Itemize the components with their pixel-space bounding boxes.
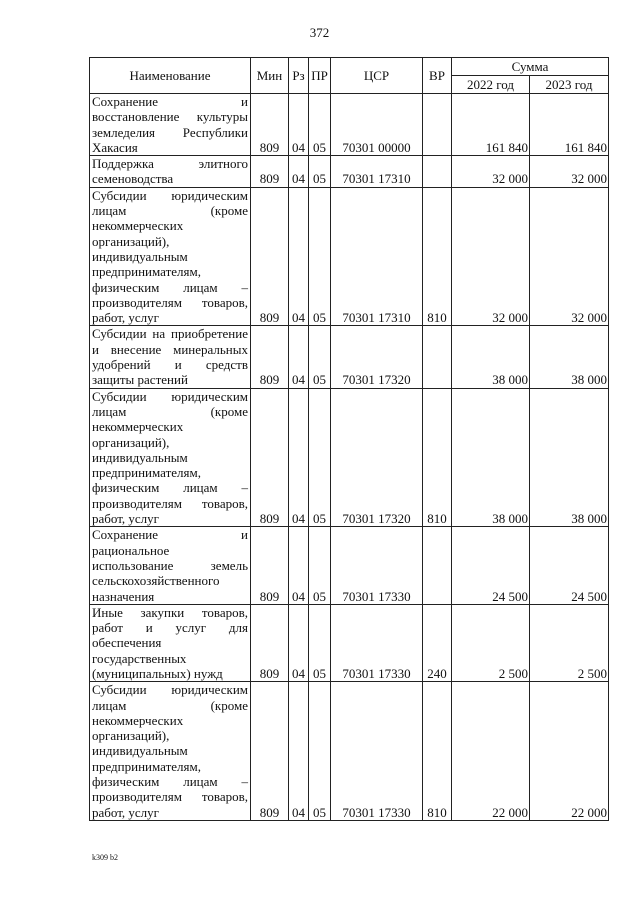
header-year-2023: 2023 год — [530, 76, 609, 94]
cell-rz: 04 — [289, 604, 309, 681]
cell-y2022: 161 840 — [452, 94, 530, 156]
cell-y2023: 38 000 — [530, 326, 609, 388]
cell-pr: 05 — [309, 326, 331, 388]
cell-y2023: 38 000 — [530, 388, 609, 527]
header-year-2022: 2022 год — [452, 76, 530, 94]
page-number: 372 — [309, 25, 330, 40]
cell-min: 809 — [251, 187, 289, 326]
cell-y2022: 38 000 — [452, 388, 530, 527]
table-row — [90, 388, 609, 527]
cell-pr: 05 — [309, 388, 331, 527]
cell-csr: 70301 17310 — [331, 156, 423, 188]
cell-csr: 70301 00000 — [331, 94, 423, 156]
cell-vr — [423, 156, 452, 188]
cell-pr: 05 — [309, 156, 331, 188]
cell-min: 809 — [251, 326, 289, 388]
cell-rz: 04 — [289, 388, 309, 527]
header-name: Наименование — [90, 58, 251, 94]
cell-vr: 810 — [423, 388, 452, 527]
cell-name: Поддержка элитного семеноводства — [90, 156, 251, 188]
cell-csr: 70301 17330 — [331, 682, 423, 821]
cell-min: 809 — [251, 94, 289, 156]
cell-name: Субсидии юридическим лицам (кроме некоммерческих организаций), индивидуальным предпринимателям, физическим лицам – производителям товаров, работ, услуг — [90, 682, 251, 821]
cell-rz: 04 — [289, 187, 309, 326]
table-row — [90, 156, 609, 188]
cell-y2023: 24 500 — [530, 527, 609, 604]
cell-csr: 70301 17330 — [331, 604, 423, 681]
cell-rz: 04 — [289, 156, 309, 188]
header-sum: Сумма — [452, 58, 609, 76]
cell-name: Сохранение и восстановление культуры земледелия Республики Хакасия — [90, 94, 251, 156]
cell-rz: 04 — [289, 682, 309, 821]
cell-min: 809 — [251, 527, 289, 604]
cell-rz: 04 — [289, 326, 309, 388]
cell-min: 809 — [251, 604, 289, 681]
cell-y2023: 161 840 — [530, 94, 609, 156]
cell-rz: 04 — [289, 94, 309, 156]
cell-csr: 70301 17310 — [331, 187, 423, 326]
table-row — [90, 187, 609, 326]
cell-vr: 810 — [423, 187, 452, 326]
cell-y2023: 32 000 — [530, 187, 609, 326]
cell-csr: 70301 17320 — [331, 388, 423, 527]
cell-pr: 05 — [309, 187, 331, 326]
cell-name: Сохранение и рациональное использование земель сельскохозяйственного назначения — [90, 527, 251, 604]
cell-vr — [423, 94, 452, 156]
cell-rz: 04 — [289, 527, 309, 604]
cell-name: Субсидии юридическим лицам (кроме некоммерческих организаций), индивидуальным предпринимателям, физическим лицам – производителям товаров, работ, услуг — [90, 388, 251, 527]
cell-pr: 05 — [309, 527, 331, 604]
cell-min: 809 — [251, 156, 289, 188]
cell-y2022: 32 000 — [452, 187, 530, 326]
footer-code: k309 b2 — [92, 853, 118, 862]
cell-y2023: 2 500 — [530, 604, 609, 681]
cell-y2023: 22 000 — [530, 682, 609, 821]
cell-name: Субсидии юридическим лицам (кроме некоммерческих организаций), индивидуальным предпринимателям, физическим лицам – производителям товаров, работ, услуг — [90, 187, 251, 326]
cell-vr: 240 — [423, 604, 452, 681]
cell-y2022: 38 000 — [452, 326, 530, 388]
budget-table — [89, 57, 609, 821]
cell-pr: 05 — [309, 604, 331, 681]
cell-pr: 05 — [309, 682, 331, 821]
cell-vr — [423, 527, 452, 604]
table-row — [90, 94, 609, 156]
cell-y2022: 32 000 — [452, 156, 530, 188]
cell-csr: 70301 17320 — [331, 326, 423, 388]
cell-pr: 05 — [309, 94, 331, 156]
cell-name: Иные закупки товаров, работ и услуг для обеспечения государственных (муниципальных) нужд — [90, 604, 251, 681]
cell-vr — [423, 326, 452, 388]
cell-name: Субсидии на приобретение и внесение минеральных удобрений и средств защиты растений — [90, 326, 251, 388]
header-pr: ПР — [309, 58, 331, 94]
table-row — [90, 604, 609, 681]
cell-vr: 810 — [423, 682, 452, 821]
cell-min: 809 — [251, 388, 289, 527]
cell-csr: 70301 17330 — [331, 527, 423, 604]
header-csr: ЦСР — [331, 58, 423, 94]
cell-min: 809 — [251, 682, 289, 821]
header-vr: ВР — [423, 58, 452, 94]
header-rz: Рз — [289, 58, 309, 94]
cell-y2023: 32 000 — [530, 156, 609, 188]
table-row — [90, 326, 609, 388]
header-min: Мин — [251, 58, 289, 94]
cell-y2022: 2 500 — [452, 604, 530, 681]
table-row — [90, 527, 609, 604]
table-row — [90, 682, 609, 821]
cell-y2022: 24 500 — [452, 527, 530, 604]
cell-y2022: 22 000 — [452, 682, 530, 821]
